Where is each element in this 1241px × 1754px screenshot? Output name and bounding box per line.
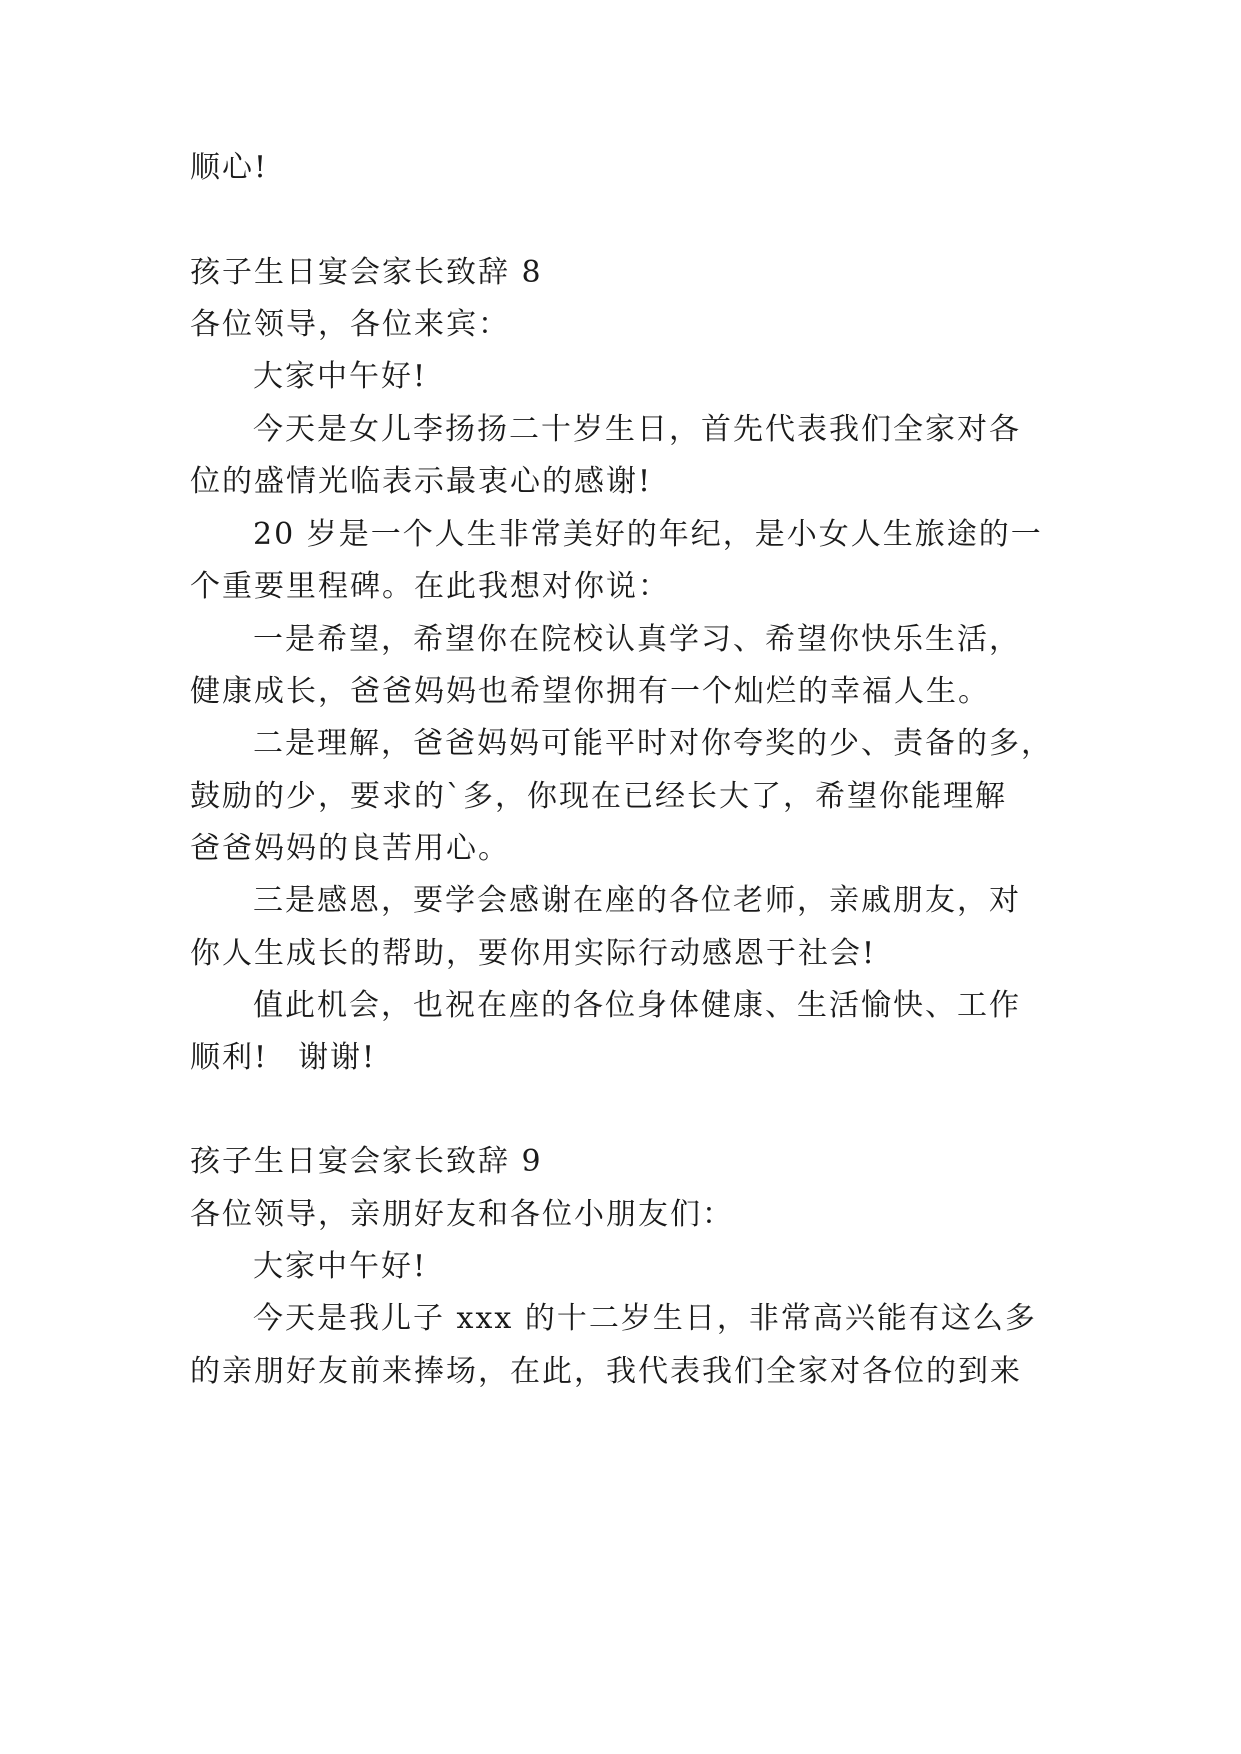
- section-8-paragraph-4-line-2: 鼓励的少，要求的`多，你现在已经长大了，希望你能理解: [190, 779, 1007, 814]
- section-8-paragraph-4-line-1: 二是理解，爸爸妈妈可能平时对你夸奖的少、责备的多，: [253, 726, 1053, 761]
- section-9-salutation: 各位领导，亲朋好友和各位小朋友们：: [190, 1197, 734, 1232]
- section-9-greeting: 大家中午好!: [253, 1249, 428, 1284]
- section-8-paragraph-1-line-1: 今天是女儿李扬扬二十岁生日，首先代表我们全家对各: [253, 412, 1021, 447]
- closing-wish-text: 顺利!: [190, 1040, 269, 1075]
- section-8-paragraph-2-line-1: 20 岁是一个人生非常美好的年纪，是小女人生旅途的一: [253, 517, 1043, 552]
- section-8-title: 孩子生日宴会家长致辞 8: [190, 255, 543, 290]
- section-8-salutation: 各位领导，各位来宾：: [190, 307, 510, 342]
- section-8-greeting: 大家中午好!: [253, 359, 428, 394]
- section-8-paragraph-3-line-2: 健康成长，爸爸妈妈也希望你拥有一个灿烂的幸福人生。: [190, 674, 990, 709]
- section-9-paragraph-1-line-1: 今天是我儿子 xxx 的十二岁生日，非常高兴能有这么多: [253, 1301, 1037, 1336]
- section-9-paragraph-1-line-2: 的亲朋好友前来捧场，在此，我代表我们全家对各位的到来: [190, 1354, 1022, 1389]
- section-8-paragraph-4-line-3: 爸爸妈妈的良苦用心。: [190, 831, 510, 866]
- section-8-paragraph-3-line-1: 一是希望，希望你在院校认真学习、希望你快乐生活，: [253, 622, 1021, 657]
- section-8-paragraph-1-line-2: 位的盛情光临表示最衷心的感谢!: [190, 464, 653, 499]
- top-fragment: 顺心!: [190, 150, 269, 185]
- section-8-paragraph-5-line-1: 三是感恩，要学会感谢在座的各位老师，亲戚朋友，对: [253, 883, 1021, 918]
- section-9-title: 孩子生日宴会家长致辞 9: [190, 1144, 543, 1179]
- thanks-text: 谢谢!: [298, 1040, 377, 1075]
- section-8-paragraph-6-line-1: 值此机会，也祝在座的各位身体健康、生活愉快、工作: [253, 988, 1021, 1023]
- section-8-paragraph-2-line-2: 个重要里程碑。在此我想对你说：: [190, 569, 670, 604]
- section-8-paragraph-5-line-2: 你人生成长的帮助，要你用实际行动感恩于社会!: [190, 936, 877, 971]
- section-8-paragraph-6-line-2: [190, 1038, 376, 1078]
